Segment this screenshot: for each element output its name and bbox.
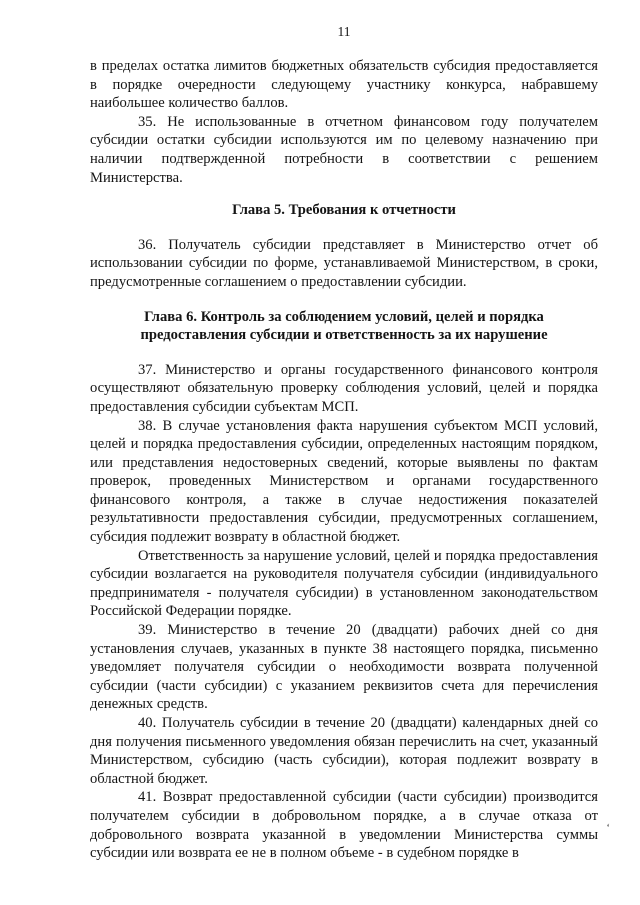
chapter-5-heading: Глава 5. Требования к отчетности xyxy=(232,202,456,219)
chapter-6-heading-line-2: предоставления субсидии и ответственность за их нарушение xyxy=(140,327,548,344)
paragraph-37: 37. Министерство и органы государственного финансового контроля осуществляют обязательную проверку соблюдения условий, целей и порядка предоставления субсидии субъектам МСП. xyxy=(90,361,598,415)
body-text xyxy=(90,57,598,863)
chapter-6-heading xyxy=(90,308,598,345)
paragraph-40: 40. Получатель субсидии в течение 20 (двадцати) календарных дней со дня получения письменного уведомления обязан перечислить на счет, указанный Министерством, субсидию (часть субсидии), которая подлежит возврату в областной бюджет. xyxy=(90,715,598,787)
paragraph-38-responsibility: Ответственность за нарушение условий, целей и порядка предоставления субсидии возлагается на руководителя получателя субсидии (индивидуального предпринимателя - получателя субсидии) в установленном законодательством Российской Федерации порядке. xyxy=(90,547,598,620)
chapter-6-heading-line-1: Глава 6. Контроль за соблюдением условий, целей и порядка xyxy=(144,308,544,325)
margin-mark: ‘ xyxy=(606,822,610,834)
paragraph-39: 39. Министерство в течение 20 (двадцати) рабочих дней со дня установления случаев, указанных в пункте 38 настоящего порядка, письменно уведомляет получателя субсидии о необходимости возврата полученной субсидии (части субсидии) с указанием реквизитов счета для перечисления денежных средств. xyxy=(90,622,598,713)
paragraph-41: 41. Возврат предоставленной субсидии (части субсидии) производится получателем субсидии в добровольном порядке, а в случае отказа от добровольного возврата указанной в уведомлении Министерства суммы субсидии или возврата ее не в полном объеме - в судебном порядке в xyxy=(90,789,598,862)
paragraph-35: 35. Не использованные в отчетном финансовом году получателем субсидии остатки субсидии используются им по целевому назначению при наличии подтвержденной потребности в соответствии с решением Министерства. xyxy=(90,113,598,186)
paragraph-38: 38. В случае установления факта нарушения субъектом МСП условий, целей и порядка предоставления субсидии, определенных настоящим порядком, или представления недостоверных сведений, которые выявлены по фактам проверок, проведенных Министерством и органами государственного финансового контроля, а также в случае недостижения показателей результативности предоставления субсидии, предусмотренных соглашением, субсидия подлежит возврату в областной бюджет. xyxy=(90,417,598,546)
paragraph-34-continuation: в пределах остатка лимитов бюджетных обязательств субсидия предоставляется в порядке очередности следующему участнику конкурса, набравшему наибольшее количество баллов. xyxy=(90,58,598,112)
page-number: 11 xyxy=(337,24,351,39)
paragraph-36: 36. Получатель субсидии представляет в Министерство отчет об использовании субсидии по форме, устанавливаемой Министерством, в сроки, предусмотренные соглашением о предоставлении субсидии. xyxy=(90,236,598,290)
